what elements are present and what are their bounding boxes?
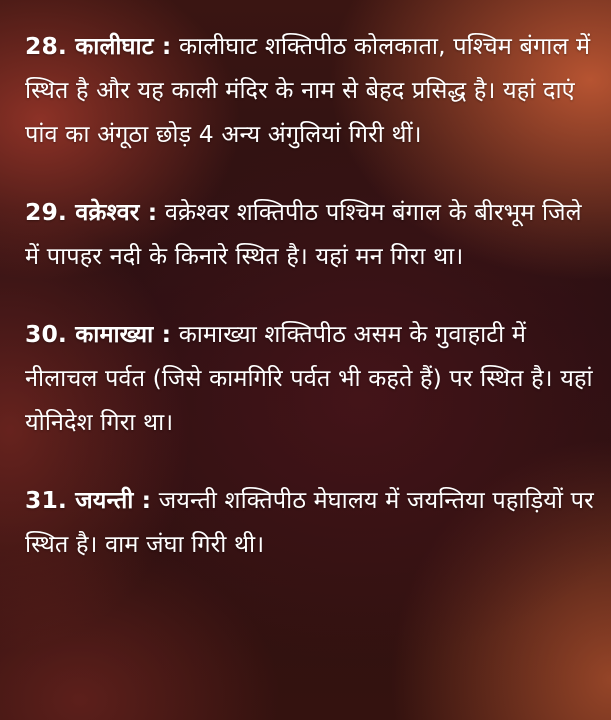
entry-heading: 31. जयन्ती :: [25, 486, 152, 514]
entry-kalighat: [25, 24, 595, 156]
entry-text: वक्रेश्वर शक्तिपीठ पश्चिम बंगाल के बीरभूम जिले में पापहर नदी के किनारे स्थित है। यहां मन गिरा था।: [25, 198, 582, 270]
entry-text: कालीघाट शक्तिपीठ कोलकाता, पश्चिम बंगाल में स्थित है और यह काली मंदिर के नाम से बेहद प्रसिद्ध है। यहां दाएं पांव का अंगूठा छोड़ 4 अन्य अंगुलियां गिरी थीं।: [25, 32, 591, 148]
entry-jayanti: [25, 478, 595, 566]
entry-text: कामाख्या शक्तिपीठ असम के गुवाहाटी में नीलाचल पर्वत (जिसे कामगिरि पर्वत भी कहते हैं) पर स्थित है। यहां योनिदेश गिरा था।: [25, 320, 593, 436]
entry-vakreshwar: [25, 190, 595, 278]
entry-heading: 30. कामाख्या :: [25, 320, 172, 348]
entry-heading: 28. कालीघाट :: [25, 32, 172, 60]
entry-text: जयन्ती शक्तिपीठ मेघालय में जयन्तिया पहाड़ियों पर स्थित है। वाम जंघा गिरी थी।: [25, 486, 594, 558]
entry-kamakhya: [25, 312, 595, 444]
shaktipeeth-list: [25, 24, 595, 600]
entry-heading: 29. वक्रेश्वर :: [25, 198, 158, 226]
